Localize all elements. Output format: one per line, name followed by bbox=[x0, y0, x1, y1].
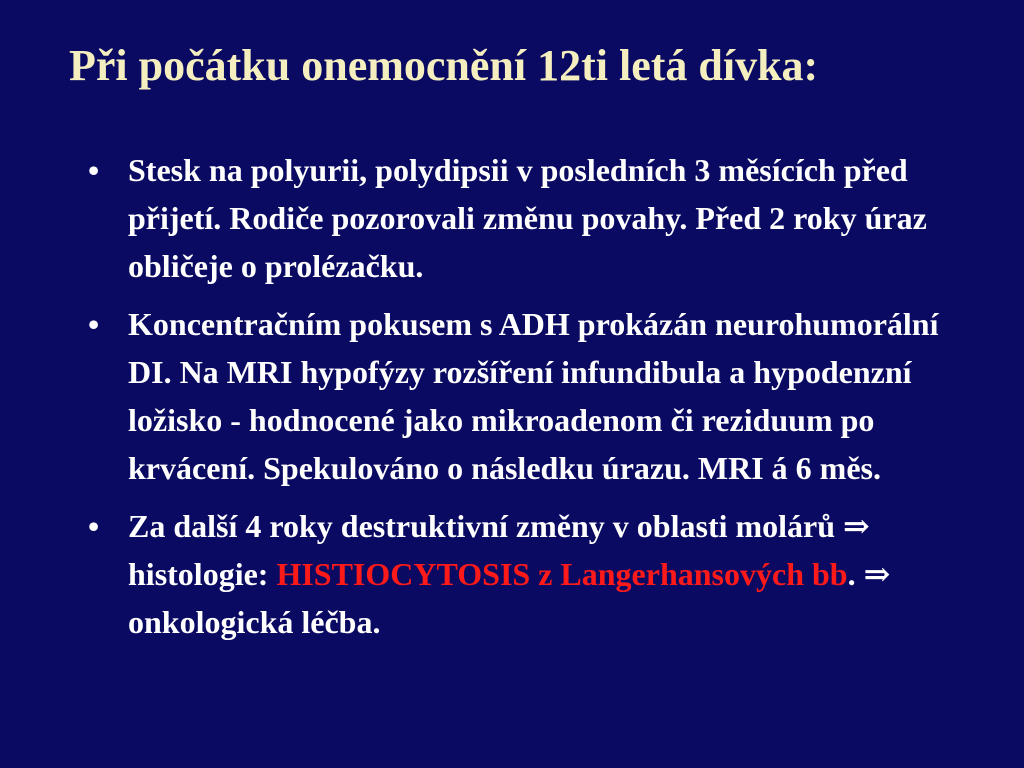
bullet-text-part: histologie: bbox=[128, 556, 277, 592]
bullet-text: Koncentračním pokusem s ADH prokázán neurohumorální DI. Na MRI hypofýzy rozšíření infundibula a hypodenzní ložisko - hodnocené jako mikroadenom či reziduum po krvácení. Spekulováno o následku úrazu. MRI á 6 měs. bbox=[128, 306, 939, 486]
bullet-icon: • bbox=[88, 152, 100, 188]
implies-arrow-icon: ⇒ bbox=[863, 556, 891, 592]
slide-title: Při počátku onemocnění 12ti letá dívka: bbox=[69, 41, 819, 90]
diagnosis-highlight: HISTIOCYTOSIS z Langerhansových bb bbox=[276, 556, 848, 592]
bullet-text-part: onkologická léčba. bbox=[128, 604, 381, 640]
bullet-icon: • bbox=[88, 306, 100, 342]
bullet-item-2 bbox=[88, 300, 968, 492]
bullet-icon: • bbox=[88, 508, 100, 544]
bullet-text-part: . bbox=[847, 556, 864, 592]
bullet-item-3 bbox=[88, 502, 968, 646]
bullet-text: Stesk na polyurii, polydipsii v posledních 3 měsících před přijetí. Rodiče pozorovali změnu povahy. Před 2 roky úraz obličeje o prolézačku. bbox=[128, 152, 927, 284]
bullet-item-1 bbox=[88, 146, 968, 290]
implies-arrow-icon: ⇒ bbox=[843, 508, 870, 544]
bullet-list bbox=[88, 146, 968, 656]
bullet-text-part: Za další 4 roky destruktivní změny v oblasti molárů bbox=[128, 508, 844, 544]
